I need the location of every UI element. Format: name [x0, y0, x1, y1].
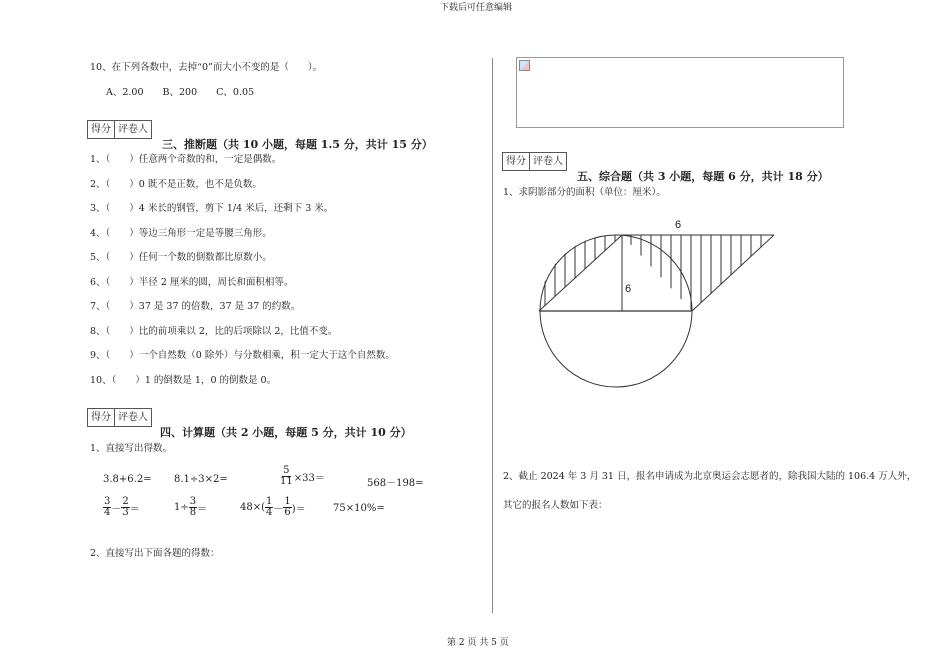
question-10-options: A、2.00 B、200 C、0.05	[106, 87, 255, 98]
section4-title: 四、计算题（共 2 小题，每题 5 分，共计 10 分）	[160, 426, 412, 439]
calc-expr: 568－198=	[367, 478, 424, 489]
label-radius: 6	[625, 283, 632, 295]
left-hatching	[545, 212, 615, 394]
composite-question-1: 1、求阴影部分的面积（单位：厘米）。	[503, 187, 666, 198]
judge-item: 9、（ ）一个自然数（0 除外）与分数相乘，积一定大于这个自然数。	[90, 350, 395, 361]
score-label: 得分	[91, 412, 111, 423]
judge-item: 10、（ ）1 的倒数是 1，0 的倒数是 0。	[90, 375, 277, 386]
judge-item: 6、（ ）半径 2 厘米的圆，周长和面积相等。	[90, 277, 294, 288]
judge-item: 5、（ ）任何一个数的倒数都比原数小。	[90, 252, 272, 263]
judge-item: 8、（ ）比的前项乘以 2，比的后项除以 2，比值不变。	[90, 326, 338, 337]
chord-line	[539, 235, 622, 311]
judge-item: 7、（ ）37 是 37 的倍数，37 是 37 的约数。	[90, 301, 301, 312]
label-top: 6	[675, 219, 682, 231]
column-divider	[492, 58, 493, 613]
grader-label: 评卷人	[114, 409, 151, 426]
score-label: 得分	[506, 156, 526, 167]
image-placeholder	[516, 57, 844, 128]
calc-expr: 75×10%=	[333, 503, 385, 514]
question-10: 10、在下列各数中，去掉“0”而大小不变的是（ ）。	[90, 62, 323, 73]
judge-item: 3、（ ）4 米长的钢管，剪下 1/4 米后，还剩下 3 米。	[90, 203, 334, 214]
slant-line	[692, 235, 774, 311]
judge-item: 1、（ ）任意两个奇数的和，一定是偶数。	[90, 154, 282, 165]
score-box-section3	[87, 120, 152, 139]
page-number: 第 2 页 共 5 页	[447, 638, 509, 648]
calc-expr-fraction: $\frac{5}{11}$ ×33＝	[280, 465, 325, 487]
calc-expr: 3.8+6.2=	[103, 474, 152, 485]
fraction: $\frac{5}{11}$	[280, 465, 293, 487]
score-label: 得分	[91, 124, 111, 135]
judge-item: 2、（ ）0 既不是正数，也不是负数。	[90, 179, 262, 190]
grader-label: 评卷人	[114, 121, 151, 138]
calc-question-1: 1、直接写出得数。	[90, 443, 173, 454]
calc-expr-fraction: $\frac{3}{4}$ － $\frac{2}{3}$ ＝	[104, 496, 140, 518]
section3-title: 三、推断题（共 10 小题，每题 1.5 分，共计 15 分）	[162, 138, 433, 151]
composite-question-2-cont: 其它的报名人数如下表：	[503, 500, 608, 511]
composite-question-2: 2、截止 2024 年 3 月 31 日，报名申请成为北京奥运会志愿者的，除我国大陆的 106.4 万人外，	[503, 471, 917, 482]
calc-expr-fraction: 1÷ $\frac{3}{8}$ ＝	[174, 496, 208, 518]
calc-question-2: 2、直接写出下面各题的得数：	[90, 548, 220, 559]
header-note: 下载后可任意编辑	[440, 3, 513, 13]
right-hatching	[631, 212, 761, 394]
score-box-section5	[502, 152, 567, 171]
score-box-section4	[87, 408, 152, 427]
calc-expr: 8.1÷3×2=	[174, 474, 228, 485]
calc-expr-fraction: 48×( $\frac{1}{4}$ － $\frac{1}{6}$ )＝	[240, 496, 306, 518]
judge-item: 4、（ ）等边三角形一定是等腰三角形。	[90, 228, 272, 239]
grader-label: 评卷人	[529, 153, 566, 170]
broken-image-icon	[519, 60, 530, 71]
shaded-area-figure	[535, 212, 780, 394]
section5-title: 五、综合题（共 3 小题，每题 6 分，共计 18 分）	[577, 170, 829, 183]
